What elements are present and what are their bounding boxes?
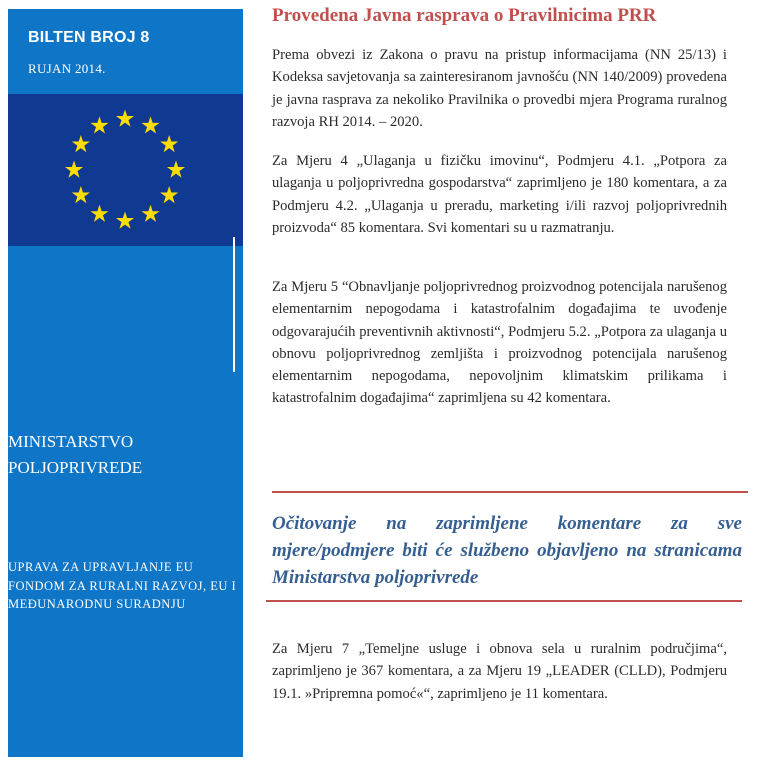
star-icon xyxy=(72,135,90,152)
star-icon xyxy=(116,110,134,127)
bulletin-date: RUJAN 2014. xyxy=(28,61,106,76)
star-icon xyxy=(72,186,90,203)
sidebar-divider xyxy=(233,237,235,372)
eu-flag-icon xyxy=(8,94,243,246)
quote-rule-bottom xyxy=(266,600,742,602)
bulletin-number: BILTEN BROJ 8 xyxy=(28,29,150,46)
star-icon xyxy=(167,161,185,178)
star-icon xyxy=(116,212,134,229)
star-icon xyxy=(90,205,108,222)
ministry-name: MINISTARSTVO POLJOPRIVREDE xyxy=(8,432,143,477)
sidebar xyxy=(8,9,243,757)
article-title: Provedena Javna rasprava o Pravilnicima PRR xyxy=(272,5,657,26)
article-paragraph: Prema obvezi iz Zakona o pravu na pristup informacijama (NN 25/13) i Kodeksa savjetovanja sa zainteresiranom javnošću (NN 140/2009) provedena je javna rasprava za nekoliko Pravilnika o provedbi mjera Programa ruralnog razvoja RH 2014. – 2020. xyxy=(272,47,727,130)
star-icon xyxy=(65,161,83,178)
quote-rule-top xyxy=(272,491,748,493)
star-icon xyxy=(141,205,159,222)
article-paragraph: Za Mjeru 7 „Temeljne usluge i obnova sela u ruralnim područjima“, zaprimljeno je 367 komentara, a za Mjeru 19 „LEADER (CLLD), Podmjeru 19.1. »Pripremna pomoć«“, zaprimljeno je 11 komentara. xyxy=(272,641,727,702)
star-icon xyxy=(141,116,159,133)
article-paragraph: Za Mjeru 5 “Obnavljanje poljoprivrednog proizvodnog potencijala narušenog elementarnim nepogodama i katastrofalnim događajima te uvođenje odgovarajućih preventivnih aktivnosti“, Podmjeru 5.2. „Potpora za ulaganja u obnovu poljoprivrednog zemljišta i proizvodnog potencijala narušenog elementarnim nepogodama, nepovoljnim klimatskim prilikama i katastrofalnim događajima“ zaprimljena su 42 komentara. xyxy=(272,279,727,407)
star-icon xyxy=(160,186,178,203)
directorate-name: UPRAVA ZA UPRAVLJANJE EU FONDOM ZA RURALNI RAZVOJ, EU I MEĐUNARODNU SURADNJU xyxy=(8,560,237,611)
article-paragraph: Za Mjeru 4 „Ulaganja u fizičku imovinu“, Podmjeru 4.1. „Potpora za ulaganja u poljoprivredna gospodarstva“ zaprimljeno je 180 komentara, a za Podmjeru 4.2. „Ulaganja u preradu, marketing i/ili razvoj poljoprivrednih proizvoda“ 85 komentara. Svi komentari su u razmatranju. xyxy=(272,153,727,236)
star-icon xyxy=(160,135,178,152)
pull-quote: Očitovanje na zaprimljene komentare za sve mjere/podmjere biti će službeno objavljeno na stranicama Ministarstva poljoprivrede xyxy=(272,513,742,588)
star-icon xyxy=(90,116,108,133)
